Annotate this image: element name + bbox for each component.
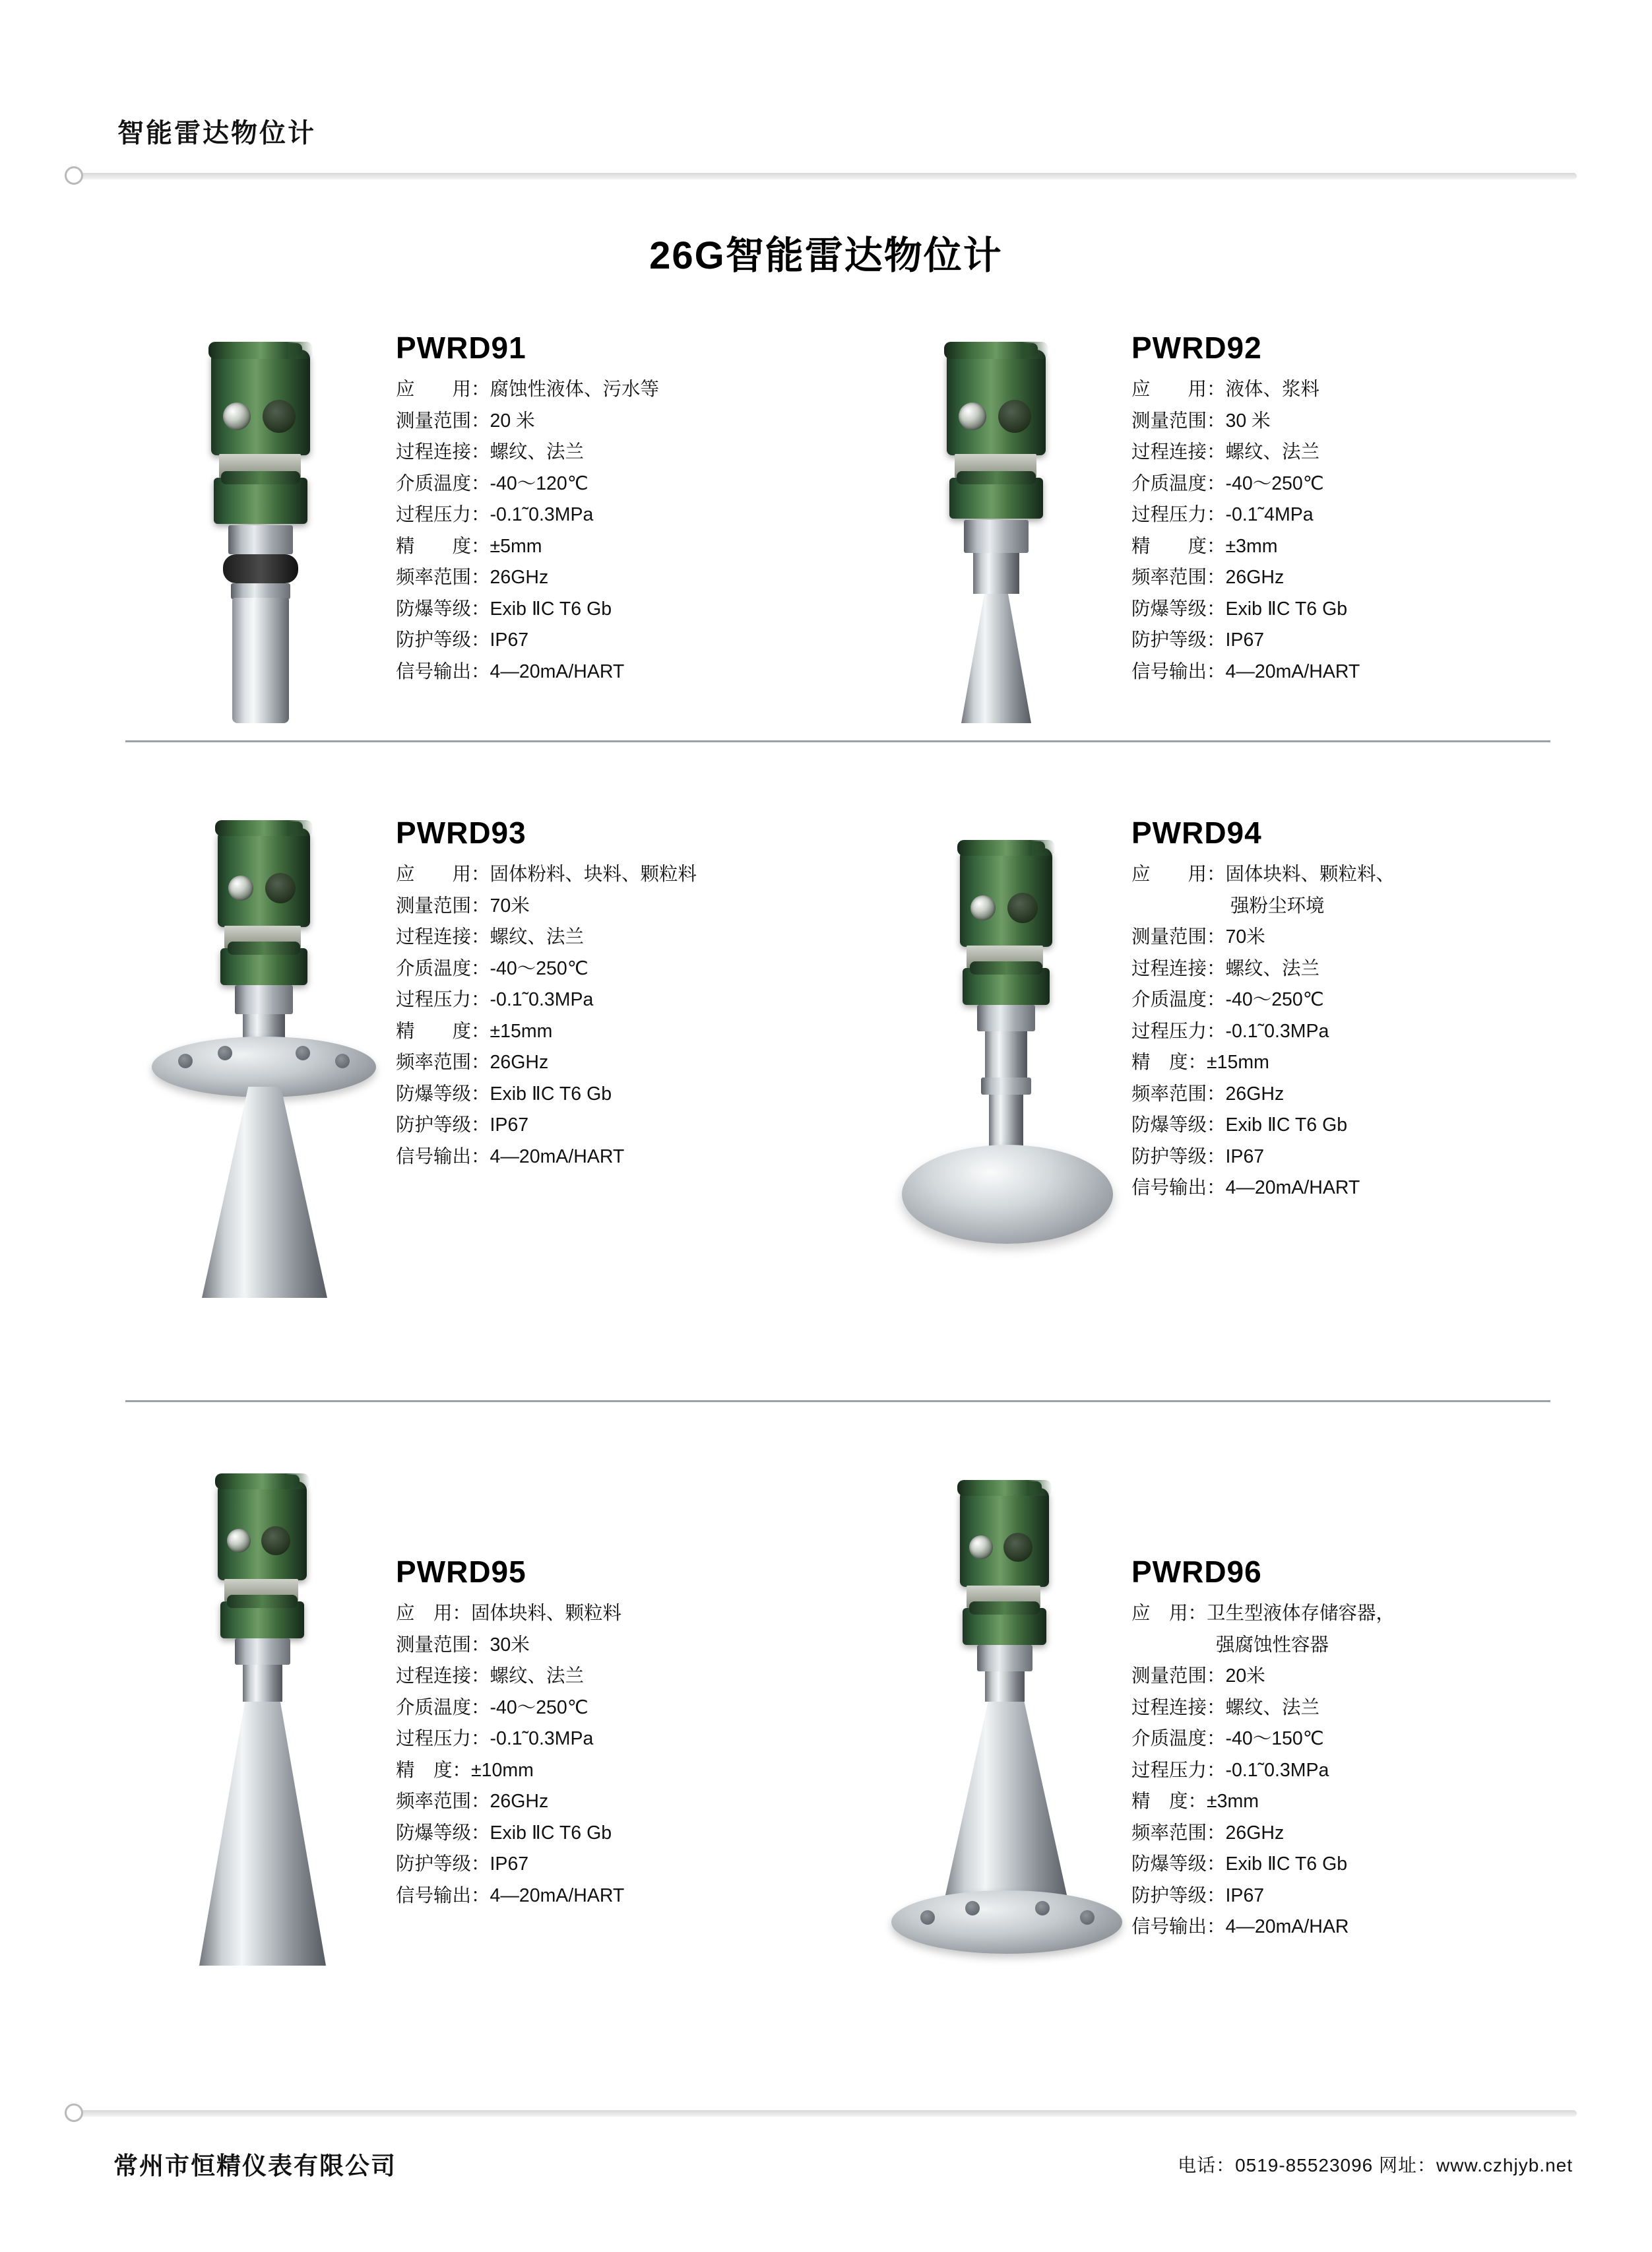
spec-range — [396, 412, 835, 431]
spec-value: 30 米 — [1225, 410, 1271, 432]
spec-value: ±15mm — [490, 1020, 553, 1042]
page-title: 26G智能雷达物位计 — [649, 234, 1003, 277]
footer-rule — [79, 2110, 1577, 2117]
spec-temperature — [396, 959, 835, 979]
spec-explosion — [1131, 1116, 1570, 1135]
spec-accuracy — [1131, 537, 1570, 556]
spec-explosion — [1131, 600, 1570, 619]
spec-label: 过程连接： — [396, 926, 490, 948]
spec-accuracy — [396, 537, 835, 556]
spec-label: 过程压力： — [396, 504, 490, 525]
spec-value: Exib ⅡC T6 Gb — [1225, 598, 1348, 620]
spec-value: 26GHz — [490, 1052, 549, 1073]
spec-label: 介质温度： — [396, 472, 490, 494]
spec-protection — [1131, 1147, 1570, 1167]
spec-label: 精 度： — [1131, 1052, 1207, 1073]
product-image-pwrd91 — [112, 310, 396, 742]
spec-value: -0.1˜4MPa — [1225, 504, 1314, 525]
spec-label: 防爆等级： — [396, 598, 490, 620]
spec-label: 防护等级： — [1131, 629, 1226, 651]
spec-pressure — [396, 1729, 835, 1749]
spec-value: -0.1˜0.3MPa — [490, 1728, 594, 1749]
spec-value: 70米 — [1225, 926, 1265, 948]
spec-value: -0.1˜0.3MPa — [1225, 1759, 1329, 1781]
product-model: PWRD93 — [396, 816, 526, 850]
spec-value: -40～120℃ — [490, 472, 588, 494]
spec-value: 卫生型液体存储容器， — [1207, 1603, 1395, 1624]
spec-output — [1131, 662, 1570, 682]
spec-value: 20 米 — [490, 410, 535, 432]
spec-connection — [1131, 443, 1570, 462]
spec-value: -0.1˜0.3MPa — [490, 989, 594, 1010]
spec-value: 液体、浆料 — [1225, 379, 1320, 400]
spec-label: 测量范围： — [396, 410, 490, 432]
spec-label: 防护等级： — [396, 629, 490, 651]
spec-value: Exib ⅡC T6 Gb — [1225, 1853, 1348, 1875]
spec-value: 30米 — [490, 1634, 530, 1656]
product-row — [99, 742, 1570, 1402]
product-card-pwrd95 — [99, 1455, 835, 2036]
product-card-pwrd91 — [99, 310, 835, 742]
spec-label: 应 用： — [1131, 864, 1226, 885]
spec-value: ±5mm — [490, 535, 542, 557]
product-card-pwrd93 — [99, 795, 835, 1402]
spec-pressure — [1131, 1761, 1570, 1780]
footer-company-name: 常州市恒精仪表有限公司 — [113, 2152, 397, 2179]
spec-label: 精 度： — [396, 1020, 490, 1042]
spec-label: 频率范围： — [396, 567, 490, 588]
spec-value: -40～250℃ — [1225, 472, 1324, 494]
spec-application — [396, 380, 835, 399]
spec-label: 测量范围： — [1131, 410, 1226, 432]
spec-frequency — [396, 568, 835, 587]
spec-range — [396, 897, 835, 916]
spec-label: 介质温度： — [396, 1696, 490, 1718]
spec-pressure — [396, 505, 835, 525]
spec-value: 螺纹、法兰 — [1225, 1696, 1320, 1718]
spec-temperature — [396, 1698, 835, 1718]
spec-label: 精 度： — [396, 535, 490, 557]
spec-output — [1131, 1917, 1570, 1937]
spec-label: 防护等级： — [396, 1853, 490, 1875]
spec-label: 测量范围： — [1131, 926, 1226, 948]
spec-label: 过程压力： — [1131, 1759, 1226, 1781]
spec-accuracy — [1131, 1792, 1570, 1811]
spec-label: 过程连接： — [1131, 957, 1226, 979]
spec-label: 频率范围： — [1131, 1083, 1226, 1105]
spec-accuracy — [1131, 1053, 1570, 1072]
spec-label: 介质温度： — [1131, 472, 1226, 494]
spec-label: 介质温度： — [1131, 1728, 1226, 1749]
spec-value: 26GHz — [1225, 567, 1285, 588]
spec-label: 信号输出： — [396, 660, 490, 682]
spec-label: 信号输出： — [1131, 660, 1226, 682]
spec-label: 过程压力： — [396, 1728, 490, 1749]
spec-value: -40～150℃ — [1225, 1728, 1324, 1749]
spec-label: 过程连接： — [1131, 1696, 1226, 1718]
spec-output — [396, 1886, 835, 1906]
product-grid — [99, 310, 1570, 2036]
spec-frequency — [1131, 568, 1570, 587]
spec-protection — [396, 1855, 835, 1874]
spec-label: 信号输出： — [396, 1145, 490, 1167]
spec-connection — [1131, 959, 1570, 979]
spec-value: ±3mm — [1207, 1791, 1259, 1812]
product-model: PWRD92 — [1131, 331, 1262, 365]
spec-range — [396, 1636, 835, 1655]
spec-value: ±3mm — [1225, 535, 1278, 557]
spec-value: Exib ⅡC T6 Gb — [490, 1822, 612, 1844]
spec-explosion — [396, 600, 835, 619]
spec-label: 精 度： — [1131, 535, 1226, 557]
spec-value: 4—20mA/HART — [490, 1884, 625, 1906]
product-info-pwrd91 — [396, 310, 835, 742]
spec-protection — [1131, 631, 1570, 650]
spec-application — [1131, 1604, 1570, 1623]
spec-output — [396, 1147, 835, 1167]
footer-rule-end-dot — [65, 2104, 83, 2122]
product-image-pwrd92 — [848, 310, 1131, 742]
product-info-pwrd94 — [1131, 795, 1570, 1402]
spec-value: Exib ⅡC T6 Gb — [490, 598, 612, 620]
spec-connection — [396, 443, 835, 462]
spec-value: 螺纹、法兰 — [490, 1665, 585, 1687]
spec-temperature — [1131, 1729, 1570, 1749]
spec-label: 防爆等级： — [1131, 598, 1226, 620]
spec-application — [396, 865, 835, 884]
spec-value: 20米 — [1225, 1665, 1265, 1687]
spec-value: 螺纹、法兰 — [1225, 957, 1320, 979]
spec-label: 应 用： — [396, 864, 490, 885]
spec-temperature — [1131, 990, 1570, 1010]
spec-label: 应 用： — [1131, 379, 1226, 400]
spec-label: 测量范围： — [396, 1634, 490, 1656]
spec-value: 固体块料、颗粒料 — [471, 1603, 622, 1624]
product-model: PWRD94 — [1131, 816, 1262, 850]
spec-label: 防爆等级： — [1131, 1114, 1226, 1136]
spec-label: 过程连接： — [396, 1665, 490, 1687]
spec-value: 4—20mA/HART — [1225, 660, 1360, 682]
spec-connection — [396, 1667, 835, 1686]
spec-temperature — [396, 474, 835, 494]
spec-value: -40～250℃ — [490, 957, 588, 979]
spec-value: ±15mm — [1207, 1052, 1269, 1073]
spec-value: 4—20mA/HAR — [1225, 1916, 1349, 1937]
spec-application — [1131, 865, 1570, 884]
spec-label: 过程压力： — [1131, 1020, 1226, 1042]
spec-explosion — [1131, 1855, 1570, 1874]
product-card-pwrd94 — [835, 795, 1570, 1402]
spec-value: 腐蚀性液体、污水等 — [490, 379, 660, 400]
spec-label: 频率范围： — [1131, 1822, 1226, 1844]
spec-connection — [396, 928, 835, 947]
spec-application-continuation: 强腐蚀性容器 — [1216, 1634, 1329, 1656]
spec-pressure — [1131, 505, 1570, 525]
spec-label: 精 度： — [1131, 1791, 1207, 1812]
spec-explosion — [396, 1085, 835, 1104]
spec-value: -0.1˜0.3MPa — [490, 504, 594, 525]
header-rule-end-dot — [65, 166, 83, 185]
spec-label: 防爆等级： — [1131, 1853, 1226, 1875]
spec-label: 精 度： — [396, 1759, 472, 1781]
spec-label: 防爆等级： — [396, 1822, 490, 1844]
product-info-pwrd93 — [396, 795, 835, 1402]
product-model: PWRD96 — [1131, 1555, 1262, 1589]
spec-label: 防爆等级： — [396, 1083, 490, 1105]
spec-protection — [1131, 1886, 1570, 1906]
spec-value: Exib ⅡC T6 Gb — [1225, 1114, 1348, 1136]
spec-value: 70米 — [490, 895, 530, 917]
spec-label: 应 用： — [396, 1603, 472, 1624]
spec-application — [1131, 380, 1570, 399]
spec-value: 4—20mA/HART — [490, 660, 625, 682]
spec-value: IP67 — [1225, 1884, 1265, 1906]
spec-label: 测量范围： — [396, 895, 490, 917]
spec-value: IP67 — [1225, 629, 1265, 651]
spec-value: 26GHz — [490, 1791, 549, 1812]
spec-protection — [396, 1116, 835, 1135]
spec-label: 应 用： — [396, 379, 490, 400]
spec-frequency — [396, 1792, 835, 1811]
spec-frequency — [396, 1053, 835, 1072]
spec-application — [396, 1604, 835, 1623]
product-card-pwrd92 — [835, 310, 1570, 742]
spec-range — [1131, 1667, 1570, 1686]
spec-accuracy — [396, 1022, 835, 1041]
spec-label: 过程连接： — [1131, 441, 1226, 463]
spec-output — [1131, 1178, 1570, 1198]
spec-label: 介质温度： — [396, 957, 490, 979]
spec-label: 信号输出： — [1131, 1916, 1226, 1937]
spec-pressure — [1131, 1022, 1570, 1041]
spec-protection — [396, 631, 835, 650]
spec-value: 固体块料、颗粒料、 — [1225, 864, 1395, 885]
spec-explosion — [396, 1824, 835, 1843]
spec-value: -40～250℃ — [490, 1696, 588, 1718]
spec-application-continuation: 强粉尘环境 — [1230, 895, 1325, 917]
footer-contact-info: 电话：0519-85523096 网址：www.czhjyb.net — [1178, 2155, 1573, 2175]
product-info-pwrd92 — [1131, 310, 1570, 742]
product-row — [99, 1402, 1570, 2036]
spec-label: 防护等级： — [1131, 1884, 1226, 1906]
spec-value: Exib ⅡC T6 Gb — [490, 1083, 612, 1105]
spec-label: 信号输出： — [396, 1884, 490, 1906]
spec-value: 26GHz — [1225, 1822, 1285, 1844]
spec-range — [1131, 928, 1570, 947]
product-image-pwrd95 — [112, 1455, 396, 2036]
spec-value: 螺纹、法兰 — [490, 441, 585, 463]
spec-value: 26GHz — [490, 567, 549, 588]
spec-label: 频率范围： — [396, 1791, 490, 1812]
spec-label: 防护等级： — [1131, 1145, 1226, 1167]
spec-value: IP67 — [490, 1853, 529, 1875]
spec-pressure — [396, 990, 835, 1010]
spec-frequency — [1131, 1824, 1570, 1843]
product-info-pwrd95 — [396, 1455, 835, 2036]
spec-label: 过程连接： — [396, 441, 490, 463]
spec-connection — [1131, 1698, 1570, 1718]
product-image-pwrd93 — [112, 795, 396, 1402]
header-rule — [79, 173, 1577, 179]
product-image-pwrd94 — [848, 795, 1131, 1402]
spec-label: 信号输出： — [1131, 1177, 1226, 1198]
spec-label: 频率范围： — [1131, 567, 1226, 588]
spec-label: 过程压力： — [396, 989, 490, 1010]
spec-value: 26GHz — [1225, 1083, 1285, 1105]
product-info-pwrd96 — [1131, 1455, 1570, 2036]
spec-label: 测量范围： — [1131, 1665, 1226, 1687]
spec-label: 过程压力： — [1131, 504, 1226, 525]
product-model: PWRD95 — [396, 1555, 526, 1589]
spec-value: IP67 — [1225, 1145, 1265, 1167]
spec-value: 4—20mA/HART — [1225, 1177, 1360, 1198]
spec-value: IP67 — [490, 1114, 529, 1136]
spec-value: 4—20mA/HART — [490, 1145, 625, 1167]
spec-value: 固体粉料、块料、颗粒料 — [490, 864, 697, 885]
spec-value: IP67 — [490, 629, 529, 651]
spec-temperature — [1131, 474, 1570, 494]
spec-label: 应 用： — [1131, 1603, 1207, 1624]
spec-value: 螺纹、法兰 — [490, 926, 585, 948]
spec-label: 频率范围： — [396, 1052, 490, 1073]
running-header-title: 智能雷达物位计 — [117, 119, 316, 148]
product-card-pwrd96 — [835, 1455, 1570, 2036]
product-image-pwrd96 — [848, 1455, 1131, 2036]
spec-value: ±10mm — [471, 1759, 534, 1781]
spec-value: -0.1˜0.3MPa — [1225, 1020, 1329, 1042]
spec-frequency — [1131, 1085, 1570, 1104]
spec-label: 防护等级： — [396, 1114, 490, 1136]
spec-label: 介质温度： — [1131, 989, 1226, 1010]
product-model: PWRD91 — [396, 331, 526, 365]
product-row — [99, 310, 1570, 742]
spec-value: -40～250℃ — [1225, 989, 1324, 1010]
spec-value: 螺纹、法兰 — [1225, 441, 1320, 463]
spec-range — [1131, 412, 1570, 431]
spec-output — [396, 662, 835, 682]
spec-accuracy — [396, 1761, 835, 1780]
